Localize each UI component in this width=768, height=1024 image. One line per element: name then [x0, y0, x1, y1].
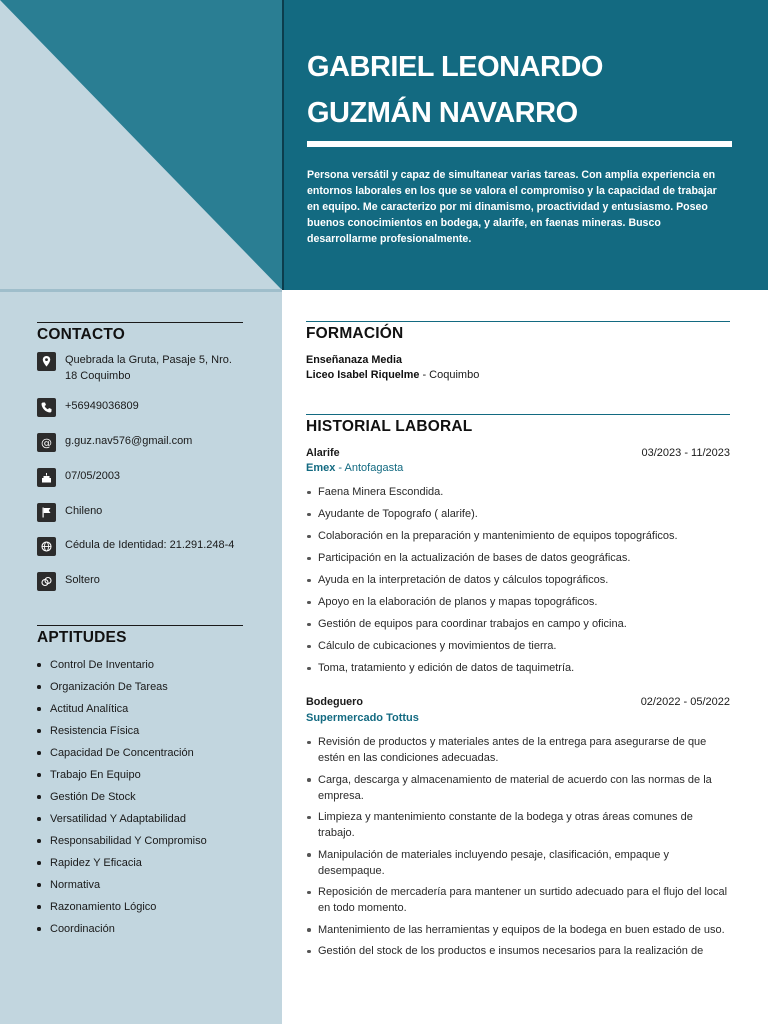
job-location: - Antofagasta [335, 462, 404, 474]
contact-section-title: CONTACTO [37, 322, 243, 344]
name-first-line: GABRIEL LEONARDO [307, 51, 603, 83]
phone-icon [37, 398, 56, 417]
job-role: Bodeguero [306, 696, 363, 708]
skill-item: Rapidez Y Eficacia [37, 852, 247, 874]
birthdate-text: 07/05/2003 [65, 470, 121, 482]
job-company: Supermercado Tottus [306, 712, 419, 724]
profile-summary: Persona versátil y capaz de simultanear varias tareas. Con amplia experiencia en entornos laborales en los que se valora el compromiso y la capacidad de trabajar en equipo. Me caracterizo por mi dinamismo, proactividad y entusiasmo. Poseo buenos conocimientos en bodega, y alarife, en faenas mineras. Busco desarrollarme profesionalmente. [307, 169, 717, 245]
job-company-line [306, 711, 419, 726]
address-text: Quebrada la Gruta, Pasaje 5, Nro. 18 Coquimbo [65, 354, 232, 382]
skill-item: Trabajo En Equipo [37, 764, 247, 786]
job-bullet: Cálculo de cubicaciones y movimientos de tierra. [306, 638, 730, 660]
skill-item: Gestión De Stock [37, 786, 247, 808]
education-section-title: FORMACIÓN [306, 321, 730, 343]
education-degree: Enseñanaza Media [306, 354, 403, 366]
job-bullet: Toma, tratamiento y edición de datos de taquimetría. [306, 660, 730, 682]
job-bullet: Mantenimiento de las herramientas y equipos de la bodega en buen estado de uso. [306, 922, 730, 938]
skill-item: Responsabilidad Y Compromiso [37, 830, 247, 852]
email-text[interactable]: g.guz.nav576@gmail.com [65, 435, 193, 447]
skill-item: Capacidad De Concentración [37, 742, 247, 764]
skill-item: Control De Inventario [37, 654, 247, 676]
job-bullet: Ayudante de Topografo ( alarife). [306, 506, 730, 528]
skill-item: Actitud Analítica [37, 698, 247, 720]
svg-text:@: @ [41, 436, 52, 450]
job-company: Emex [306, 462, 336, 474]
job-company-line [306, 461, 403, 476]
location-pin-icon [37, 352, 56, 371]
job-responsibilities [306, 734, 730, 965]
job-dates: 02/2022 - 05/2022 [640, 696, 730, 708]
job-role: Alarife [306, 447, 340, 459]
flag-icon [37, 503, 56, 522]
id-text: Cédula de Identidad: 21.291.248-4 [65, 539, 235, 551]
globe-icon [37, 537, 56, 556]
birthday-cake-icon [37, 468, 56, 487]
job-responsibilities [306, 484, 730, 682]
job-bullet: Gestión de equipos para coordinar trabajos en campo y oficina. [306, 616, 730, 638]
job-bullet: Limpieza y mantenimiento constante de la bodega y otras áreas comunes de trabajo. [306, 809, 730, 841]
at-sign-icon [37, 433, 56, 452]
job-bullet: Participación en la actualización de bases de datos geográficas. [306, 550, 730, 572]
name-second-line: GUZMÁN NAVARRO [307, 97, 578, 129]
rings-icon [37, 572, 56, 591]
skills-section-title: APTITUDES [37, 625, 243, 647]
skill-item: Coordinación [37, 918, 247, 940]
education-school: Liceo Isabel Riquelme [306, 369, 420, 381]
job-bullet: Apoyo en la elaboración de planos y mapas topográficos. [306, 594, 730, 616]
skill-item: Organización De Tareas [37, 676, 247, 698]
marital-status-text: Soltero [65, 574, 100, 586]
job-bullet: Ayuda en la interpretación de datos y cálculos topográficos. [306, 572, 730, 594]
education-location: - Coquimbo [419, 369, 480, 381]
skills-list [37, 654, 247, 940]
skill-item: Razonamiento Lógico [37, 896, 247, 918]
skill-item: Versatilidad Y Adaptabilidad [37, 808, 247, 830]
skill-item: Normativa [37, 874, 247, 896]
job-bullet: Revisión de productos y materiales antes de la entrega para asegurarse de que estén en las condiciones adecuadas. [306, 734, 730, 766]
header-banner [282, 0, 768, 290]
job-bullet: Colaboración en la preparación y mantenimiento de equipos topográficos. [306, 528, 730, 550]
sidebar [0, 292, 282, 1024]
decorative-triangle [0, 0, 282, 290]
job-bullet: Manipulación de materiales incluyendo pesaje, clasificación, empaque y desempaque. [306, 847, 730, 879]
name-underline [307, 141, 732, 147]
skill-item: Resistencia Física [37, 720, 247, 742]
job-dates: 03/2023 - 11/2023 [641, 447, 730, 459]
job-bullet: Reposición de mercadería para mantener un surtido adecuado para el flujo del local en todo momento. [306, 884, 730, 916]
phone-text[interactable]: +56949036809 [65, 400, 139, 412]
job-bullet: Faena Minera Escondida. [306, 484, 730, 506]
header-decoration [0, 0, 282, 290]
job-bullet: Gestión del stock de los productos e insumos necesarios para la realización de [306, 943, 730, 959]
work-section-title: HISTORIAL LABORAL [306, 414, 730, 436]
nationality-text: Chileno [65, 505, 103, 517]
job-bullet: Carga, descarga y almacenamiento de material de acuerdo con las normas de la empresa. [306, 772, 730, 804]
education-school-line [306, 368, 479, 383]
